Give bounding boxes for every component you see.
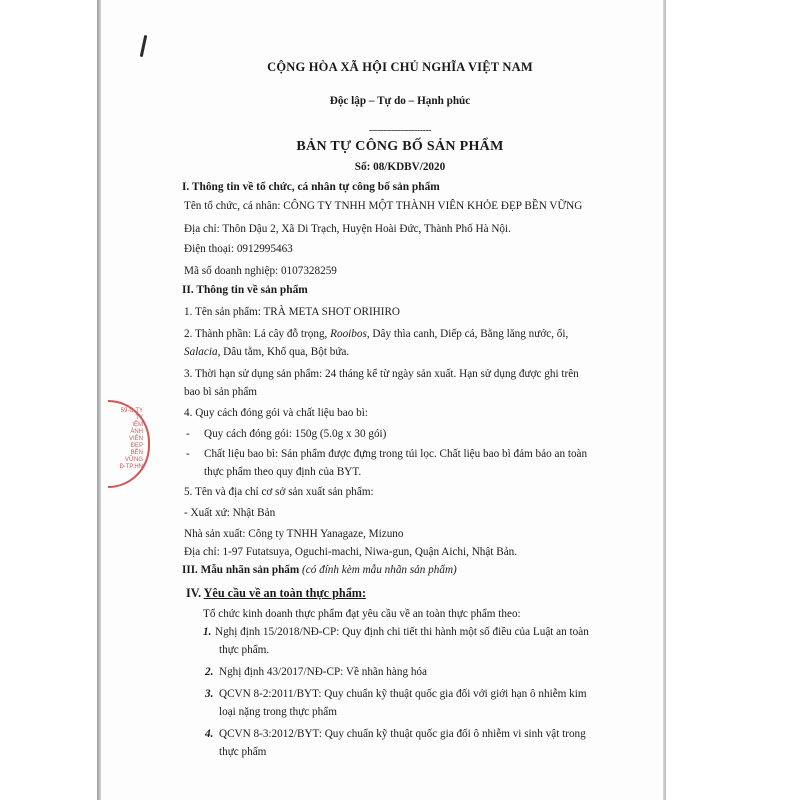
red-seal-stamp: 59-C.TY TY IỆM ÀNH VIÊN ĐẸP BỀN VỮNG Đ-TP.HN (108, 400, 150, 488)
packaging-bullet-1: - (186, 428, 190, 440)
section-4-heading: IV. Yêu cầu về an toàn thực phẩm: (186, 586, 366, 600)
product-name: 1. Tên sản phẩm: TRÀ META SHOT ORIHIRO (184, 306, 401, 318)
requirement-3-line-2: loại nặng trong thực phẩm (219, 706, 337, 718)
national-title: CỘNG HÒA XÃ HỘI CHỦ NGHĨA VIỆT NAM (267, 60, 533, 74)
requirement-1-number: 1. (203, 626, 212, 638)
requirement-4-number: 4. (205, 728, 214, 740)
document-title: BẢN TỰ CÔNG BỐ SẢN PHẨM (296, 139, 504, 154)
requirements-intro: Tổ chức kinh doanh thực phẩm đạt yêu cầu về an toàn thực phẩm theo: (203, 608, 521, 620)
org-phone: Điện thoại: 0912995463 (184, 243, 293, 255)
document-page (100, 0, 665, 800)
requirement-3-number: 3. (205, 688, 214, 700)
org-name: Tên tổ chức, cá nhân: CÔNG TY TNHH MỘT THÀNH VIÊN KHỎE ĐẸP BỀN VỮNG (184, 200, 583, 212)
requirement-3-line-1: QCVN 8-2:2011/BYT: Quy chuẩn kỹ thuật quốc gia đối với giới hạn ô nhiễm kim (219, 688, 587, 700)
manufacturer-address: Địa chỉ: 1-97 Futatsuya, Oguchi-machi, Niwa-gun, Quận Aichi, Nhật Bản. (184, 546, 518, 558)
requirement-4-line-2: thực phẩm (219, 746, 267, 758)
packaging-material-line-1: Chất liệu bao bì: Sản phẩm được đựng trong túi lọc. Chất liệu bao bì đảm bảo an toàn (204, 448, 588, 460)
shelf-life-line-2: bao bì sản phẩm (184, 386, 258, 398)
requirement-2-number: 2. (205, 666, 214, 678)
origin: - Xuất xứ: Nhật Bản (184, 507, 276, 519)
requirement-1-line-2: thực phẩm. (219, 644, 270, 656)
requirement-4-line-1: QCVN 8-3:2012/BYT: Quy chuẩn kỹ thuật quốc gia đối ô nhiễm vi sinh vật trong (219, 728, 586, 740)
section-1-heading: I. Thông tin về tổ chức, cá nhân tự công bố sản phẩm (182, 181, 440, 193)
packaging-material-line-2: thực phẩm theo quy định của BYT. (204, 466, 362, 478)
national-motto: Độc lập – Tự do – Hạnh phúc (329, 95, 471, 107)
page-left-edge (97, 0, 101, 800)
section-2-heading: II. Thông tin về sản phẩm (182, 284, 308, 296)
org-tax-code: Mã số doanh nghiệp: 0107328259 (184, 265, 337, 277)
packaging-heading: 4. Quy cách đóng gói và chất liệu bao bì: (184, 407, 368, 419)
ingredients-line-2: Salacia, Dâu tằm, Khổ qua, Bột bứa. (184, 346, 350, 358)
shelf-life-line-1: 3. Thời hạn sử dụng sản phẩm: 24 tháng kể từ ngày sản xuất. Hạn sử dụng được ghi trên (184, 368, 579, 380)
section-3-heading: III. Mẫu nhãn sản phẩm (có đính kèm mẫu nhãn sản phẩm) (182, 564, 457, 576)
manufacturer-name: Nhà sản xuất: Công ty TNHH Yanagaze, Mizuno (184, 528, 404, 540)
document-number: Số: 08/KDBV/2020 (354, 161, 446, 173)
packaging-bullet-2: - (186, 448, 190, 460)
requirement-1-line-1: Nghị định 15/2018/NĐ-CP: Quy định chi tiết thi hành một số điều của Luật an toàn (215, 626, 589, 638)
org-address: Địa chỉ: Thôn Dậu 2, Xã Di Trạch, Huyện Hoài Đức, Thành Phố Hà Nội. (184, 223, 511, 235)
manufacturer-heading: 5. Tên và địa chỉ cơ sở sản xuất sản phẩm: (184, 486, 374, 498)
packaging-spec: Quy cách đóng gói: 150g (5.0g x 30 gói) (204, 428, 387, 440)
page-right-edge (663, 0, 666, 800)
header-divider: ---------------------- (368, 125, 432, 136)
requirement-2-line-1: Nghị định 43/2017/NĐ-CP: Về nhãn hàng hóa (219, 666, 427, 678)
ingredients-line-1: 2. Thành phần: Lá cây đỗ trọng, Rooibos, Dây thìa canh, Diếp cá, Bằng lăng nước, ổi, (184, 328, 569, 340)
